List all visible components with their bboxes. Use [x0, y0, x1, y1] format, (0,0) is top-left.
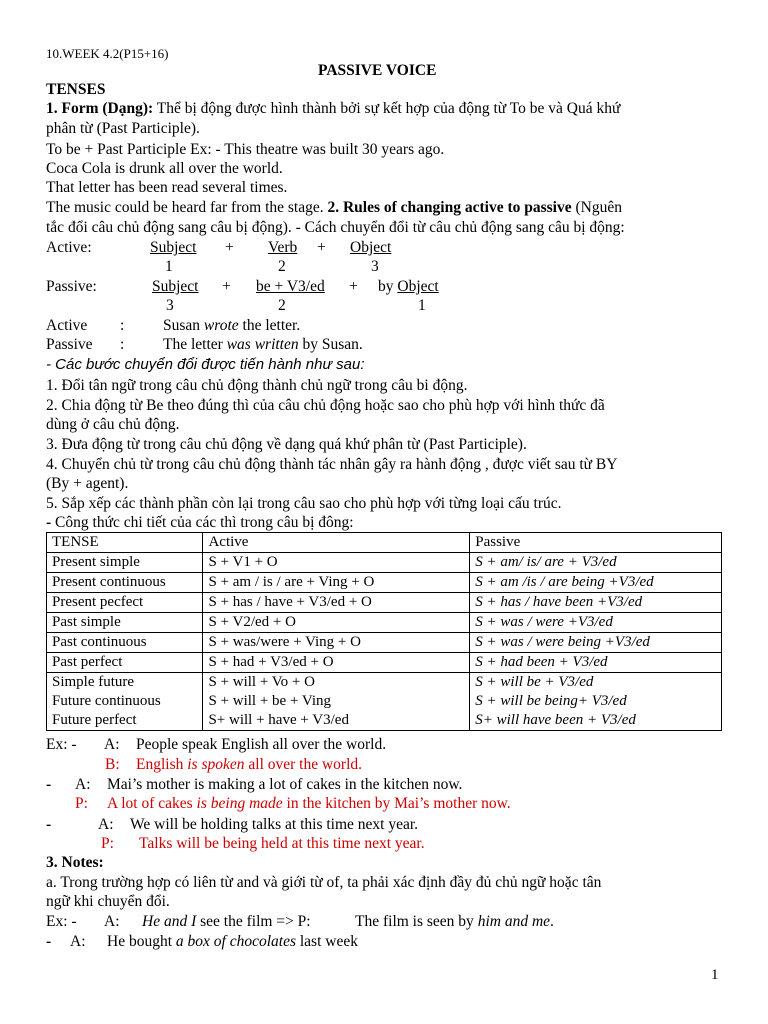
example-1-b-label: B:: [105, 756, 120, 773]
table-row: [47, 573, 722, 593]
passive-cell: S + has / have been +V3/ed: [470, 593, 722, 613]
example-3-a: We will be holding talks at this time next year.: [130, 816, 419, 833]
passive-cell: S + am /is / are being +V3/ed: [470, 573, 722, 593]
rules-text-1: (Nguên: [571, 199, 622, 216]
example-3-p: Talks will be being held at this time next year.: [139, 835, 425, 852]
form-label: 1. Form (Dạng):: [46, 100, 154, 117]
plus-sign: +: [222, 278, 231, 295]
passive-cell-future: [470, 673, 722, 731]
form-example-4: The music could be heard far from the stage.: [46, 199, 328, 216]
example-passive-label: Passive: [46, 336, 93, 353]
active-cell-future: [203, 673, 470, 731]
rules-line-1: [46, 198, 622, 217]
text-part: by Susan.: [298, 336, 363, 353]
example-3-a-label: A:: [98, 816, 114, 833]
example-2-a-label: A:: [75, 776, 91, 793]
active-verb: Verb: [268, 239, 298, 256]
active-cell: S + V2/ed + O: [203, 613, 470, 633]
passive-be: be + V3/ed: [256, 278, 325, 295]
object-highlight: a box of chocolates: [175, 933, 296, 950]
form-line-1: [46, 99, 620, 118]
passive-verb-highlight: was written: [226, 336, 299, 353]
passive-cell: S + was / were +V3/ed: [470, 613, 722, 633]
plus-sign: +: [225, 239, 234, 256]
tense-cell-future: [47, 673, 203, 731]
notes-a-line-2: ngữ khi chuyển đổi.: [46, 893, 170, 910]
example-1-b: [136, 755, 362, 774]
form-text-1: Thể bị động được hình thành bởi sự kết hợp của động từ To be và Quá khứ: [153, 100, 621, 117]
active-number-2: 2: [278, 258, 286, 275]
text-part: the letter.: [238, 317, 301, 334]
text-part: The letter: [163, 336, 227, 353]
text-part: all over the world.: [244, 756, 363, 773]
tense-cell: Past continuous: [47, 633, 203, 653]
step-2-line-1: 2. Chia động từ Be theo đúng thì của câu chủ động hoặc sao cho phù hợp với hình thức đã: [46, 397, 605, 414]
active-number-1: 1: [165, 258, 173, 275]
text-part: English: [136, 756, 188, 773]
notes-heading: 3. Notes:: [46, 854, 104, 871]
step-1: 1. Đổi tân ngữ trong câu chủ động thành chủ ngữ trong câu bi động.: [46, 377, 468, 394]
header-tense: TENSE: [47, 533, 203, 553]
passive-object: Object: [397, 278, 439, 295]
table-row: [47, 633, 722, 653]
active-simple-future: S + will + Vo + O: [208, 674, 315, 690]
passive-cell: S + am/ is/ are + V3/ed: [470, 553, 722, 573]
active-future-continuous: S + will + be + Ving: [208, 693, 331, 709]
passive-number-2: 2: [278, 297, 286, 314]
tense-cell: Present continuous: [47, 573, 203, 593]
colon: :: [120, 317, 125, 334]
tense-future-perfect: Future perfect: [52, 712, 137, 728]
active-cell: S + V1 + O: [203, 553, 470, 573]
plus-sign: +: [317, 239, 326, 256]
form-example-3: That letter has been read several times.: [46, 179, 288, 196]
table-row: [47, 593, 722, 613]
active-cell: S + has / have + V3/ed + O: [203, 593, 470, 613]
tense-cell: Present simple: [47, 553, 203, 573]
formula-intro-text: Công thức chi tiết của các thì trong câu bị đông:: [55, 514, 354, 531]
step-2-line-2: dùng ở câu chủ động.: [46, 416, 180, 433]
example-2-p-label: P:: [75, 795, 88, 812]
tenses-table: [46, 532, 722, 731]
text-part: Susan: [163, 317, 204, 334]
formula-intro: [46, 513, 354, 532]
tense-cell: Past perfect: [47, 653, 203, 673]
object-highlight: him and me: [477, 913, 551, 930]
table-row: [47, 553, 722, 573]
example-3-p-label: P:: [101, 835, 114, 852]
rules-label: 2. Rules of changing active to passive: [327, 199, 572, 216]
table-row: [47, 613, 722, 633]
step-5: 5. Sắp xếp các thành phần còn lại trong câu sao cho phù hợp với từng loại cấu trúc.: [46, 495, 562, 512]
passive-by-object: [378, 277, 439, 296]
subject-highlight: He and I: [142, 913, 197, 930]
active-future-perfect: S+ will + have + V3/ed: [208, 712, 349, 728]
passive-number-3: 3: [166, 297, 174, 314]
text-part: see the film => P:: [196, 913, 311, 930]
header-passive: Passive: [470, 533, 722, 553]
active-label: Active:: [46, 239, 92, 256]
passive-cell: S + had been + V3/ed: [470, 653, 722, 673]
plus-sign: +: [349, 278, 358, 295]
passive-by: by: [378, 278, 398, 295]
notes-example-2-a: [107, 932, 358, 951]
active-verb-highlight: wrote: [203, 317, 239, 334]
text-part: last week: [296, 933, 358, 950]
passive-label: Passive:: [46, 278, 97, 295]
text-part: He bought: [107, 933, 176, 950]
active-number-3: 3: [371, 258, 379, 275]
active-cell: S + had + V3/ed + O: [203, 653, 470, 673]
form-line-2: phân từ (Past Participle).: [46, 120, 200, 137]
example-active-label: Active: [46, 317, 88, 334]
passive-subject: Subject: [152, 278, 199, 295]
rules-line-2: tắc đổi câu chủ động sang câu bị động). - Cách chuyển đổi từ câu chủ động sang câu bị động:: [46, 219, 625, 236]
tense-simple-future: Simple future: [52, 674, 135, 690]
notes-a-line-1: a. Trong trường hợp có liên từ and và giới từ of, ta phải xác định đầy đủ chủ ngữ hoặc tân: [46, 874, 602, 891]
active-cell: S + was/were + Ving + O: [203, 633, 470, 653]
passive-future-perfect: S+ will have been + V3/ed: [475, 712, 636, 728]
example-1-a-label: A:: [104, 736, 120, 753]
tense-cell: Present pecfect: [47, 593, 203, 613]
text-part: .: [550, 913, 554, 930]
page-number: 1: [711, 967, 719, 983]
active-subject: Subject: [150, 239, 197, 256]
page-title: PASSIVE VOICE: [318, 62, 437, 79]
notes-example-p: [355, 912, 554, 931]
text-part: in the kitchen by Mai’s mother now.: [282, 795, 511, 812]
example-2-p: [107, 794, 511, 813]
table-header-row: [47, 533, 722, 553]
form-example-2: Coca Cola is drunk all over the world.: [46, 160, 283, 177]
step-4-line-1: 4. Chuyển chủ từ trong câu chủ động thành tác nhân gây ra hành động , được viết sau từ BY: [46, 456, 618, 473]
example-passive-sentence: [163, 335, 363, 354]
example-1-prefix: Ex: -: [46, 736, 77, 753]
notes-example-a: [142, 912, 311, 931]
colon: :: [120, 336, 125, 353]
notes-example-2-a-label: A:: [70, 933, 86, 950]
dash: -: [46, 776, 52, 793]
dash: -: [46, 816, 52, 833]
table-row: [47, 653, 722, 673]
example-1-a: People speak English all over the world.: [136, 736, 387, 753]
notes-example-prefix: Ex: -: [46, 913, 77, 930]
text-part: The film is seen by: [355, 913, 478, 930]
tense-future-continuous: Future continuous: [52, 693, 161, 709]
dash: -: [46, 514, 56, 531]
active-cell: S + am / is / are + Ving + O: [203, 573, 470, 593]
passive-verb-highlight: is spoken: [187, 756, 245, 773]
passive-number-1: 1: [418, 297, 426, 314]
form-formula: To be + Past Participle Ex: - This theatre was built 30 years ago.: [46, 141, 445, 158]
text-part: A lot of cakes: [107, 795, 197, 812]
steps-intro: - Các bước chuyển đổi được tiến hành như sau:: [46, 356, 365, 373]
tenses-heading: TENSES: [46, 81, 106, 98]
passive-cell: S + was / were being +V3/ed: [470, 633, 722, 653]
example-2-a: Mai’s mother is making a lot of cakes in the kitchen now.: [107, 776, 463, 793]
week-code: 10.WEEK 4.2(P15+16): [46, 46, 169, 61]
table-row-future: [47, 673, 722, 731]
tense-cell: Past simple: [47, 613, 203, 633]
dash: -: [46, 933, 52, 950]
header-active: Active: [203, 533, 470, 553]
passive-future-continuous: S + will be being+ V3/ed: [475, 693, 627, 709]
notes-example-a-label: A:: [104, 913, 120, 930]
passive-verb-highlight: is being made: [196, 795, 283, 812]
passive-simple-future: S + will be + V3/ed: [475, 674, 594, 690]
step-4-line-2: (By + agent).: [46, 475, 129, 492]
step-3: 3. Đưa động từ trong câu chủ động về dạng quá khứ phân từ (Past Participle).: [46, 436, 527, 453]
example-active-sentence: [163, 316, 300, 335]
active-object: Object: [350, 239, 392, 256]
